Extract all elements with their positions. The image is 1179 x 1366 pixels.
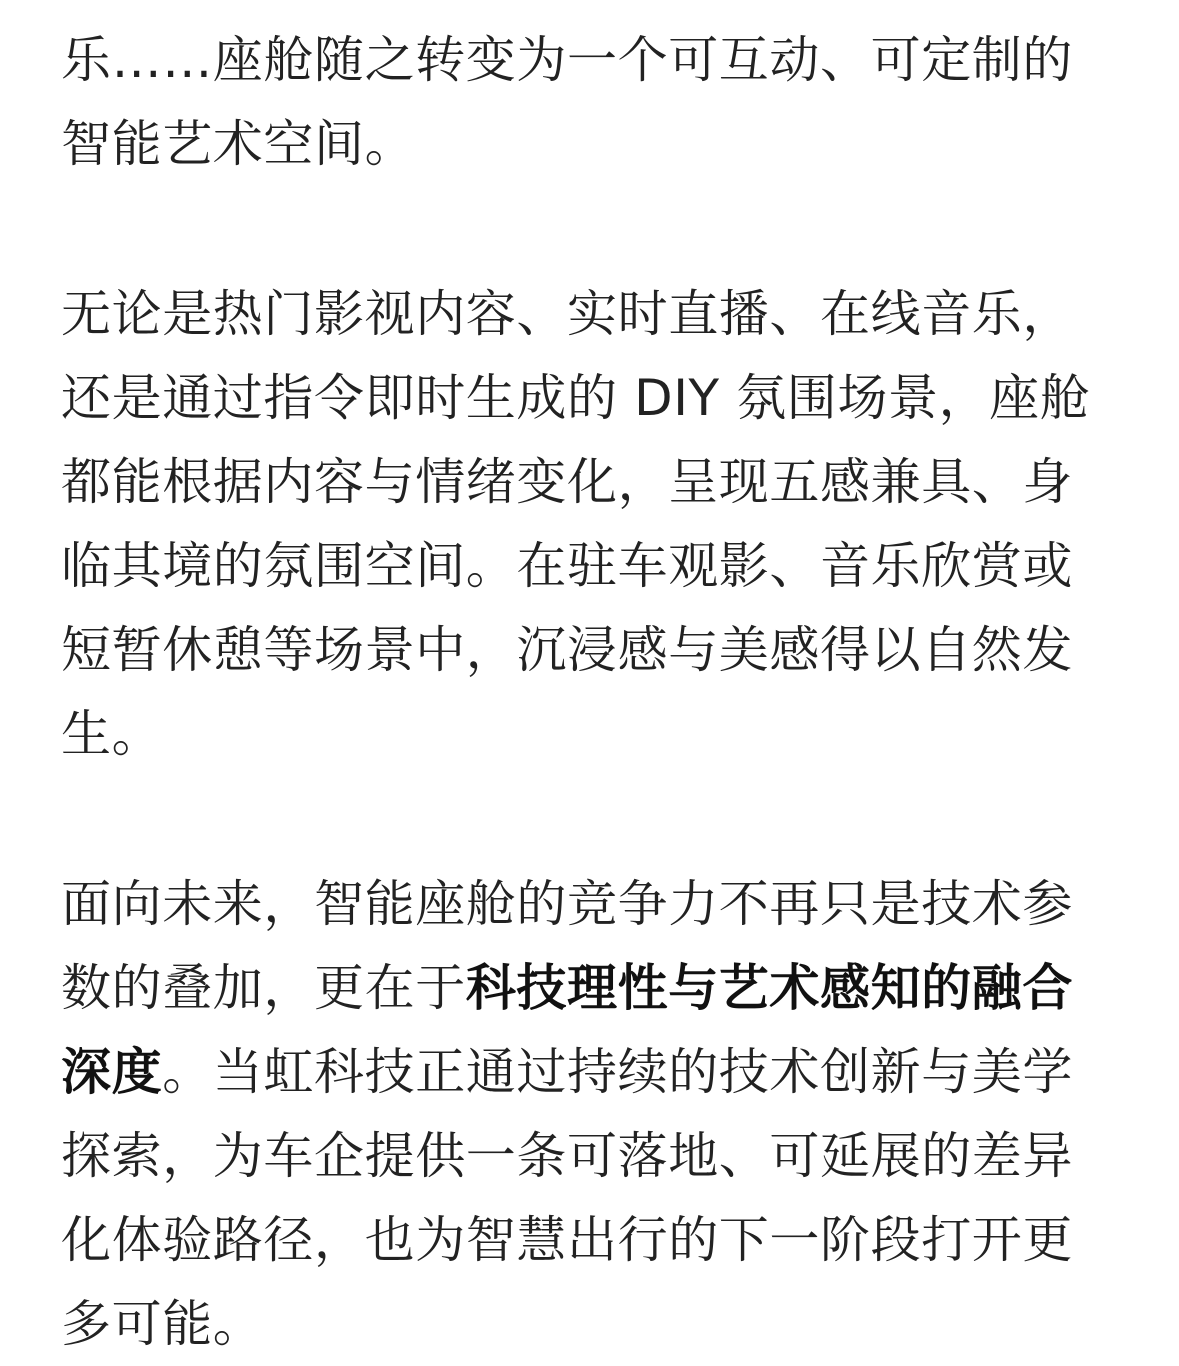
paragraph-2-text: 无论是热门影视内容、实时直播、在线音乐，还是通过指令即时生成的 DIY 氛围场景，座舱都能根据内容与情绪变化，呈现五感兼具、身临其境的氛围空间。在驻车观影、音乐欣赏或短暂休憩等场景中，沉浸感与美感得以自然发生。 (61, 285, 1091, 763)
paragraph-3-emphasis: 科技理性与艺术感知的融合深度 (61, 959, 1074, 1101)
article-body (61, 18, 1121, 1366)
paragraph-3-text-start: 面向未来，智能座舱的竞争力不再只是技术参数的叠加，更在于 (61, 875, 1073, 1017)
paragraph-1 (61, 18, 1121, 186)
paragraph-3-text-end: 。当虹科技正通过持续的技术创新与美学探索，为车企提供一条可落地、可延展的差异化体验路径，也为智慧出行的下一阶段打开更多可能。 (61, 1043, 1074, 1353)
paragraph-3 (61, 862, 1121, 1366)
paragraph-2 (61, 272, 1121, 776)
paragraph-1-text: 乐……座舱随之转变为一个可互动、可定制的智能艺术空间。 (61, 31, 1073, 173)
